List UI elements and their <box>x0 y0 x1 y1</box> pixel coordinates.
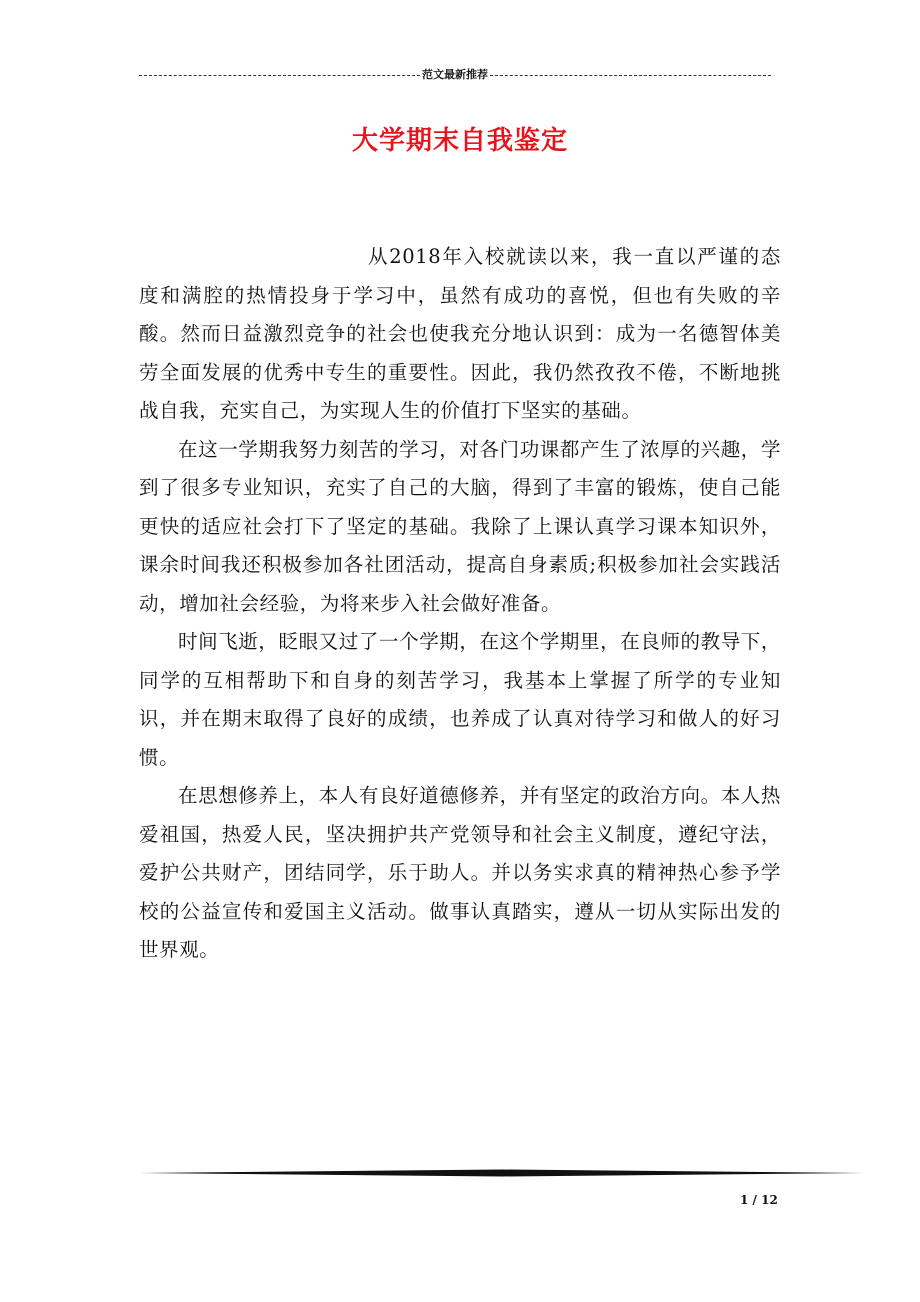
page-number: 1 / 12 <box>740 1193 778 1207</box>
header-label: 范文最新推荐 <box>422 68 488 81</box>
header-dash-left <box>139 75 420 76</box>
paragraph-3: 时间飞逝，眨眼又过了一个学期，在这个学期里，在良师的教导下，同学的互相帮助下和自身的刻苦学习，我基本上掌握了所学的专业知识，并在期末取得了良好的成绩，也养成了认真对待学习和做人的好习惯。 <box>139 630 782 769</box>
document-body <box>139 238 781 970</box>
paragraph-2: 在这一学期我努力刻苦的学习，对各门功课都产生了浓厚的兴趣，学到了很多专业知识，充实了自己的大脑，得到了丰富的锻炼，使自己能更快的适应社会打下了坚定的基础。我除了上课认真学习课本知识外，课余时间我还积极参加各社团活动，提高自身素质;积极参加社会实践活动，增加社会经验，为将来步入社会做好准备。 <box>139 437 782 615</box>
paragraph-4: 在思想修养上，本人有良好道德修养，并有坚定的政治方向。本人热爱祖国，热爱人民，坚决拥护共产党领导和社会主义制度，遵纪守法，爱护公共财产，团结同学，乐于助人。并以务实求真的精神热心参予学校的公益宣传和爱国主义活动。做事认真踏实，遵从一切从实际出发的世界观。 <box>139 784 782 961</box>
document-title: 大学期末自我鉴定 <box>351 126 568 156</box>
header-dash-right <box>490 75 771 76</box>
footer-divider <box>140 1168 864 1178</box>
page-header <box>139 66 771 84</box>
paragraph-1: 从2018年入校就读以来，我一直以严谨的态度和满腔的热情投身于学习中，虽然有成功的喜悦，但也有失败的辛酸。然而日益激烈竞争的社会也使我充分地认识到：成为一名德智体美劳全面发展的优秀中专生的重要性。因此，我仍然孜孜不倦，不断地挑战自我，充实自己，为实现人生的价值打下坚实的基础。 <box>139 245 781 422</box>
